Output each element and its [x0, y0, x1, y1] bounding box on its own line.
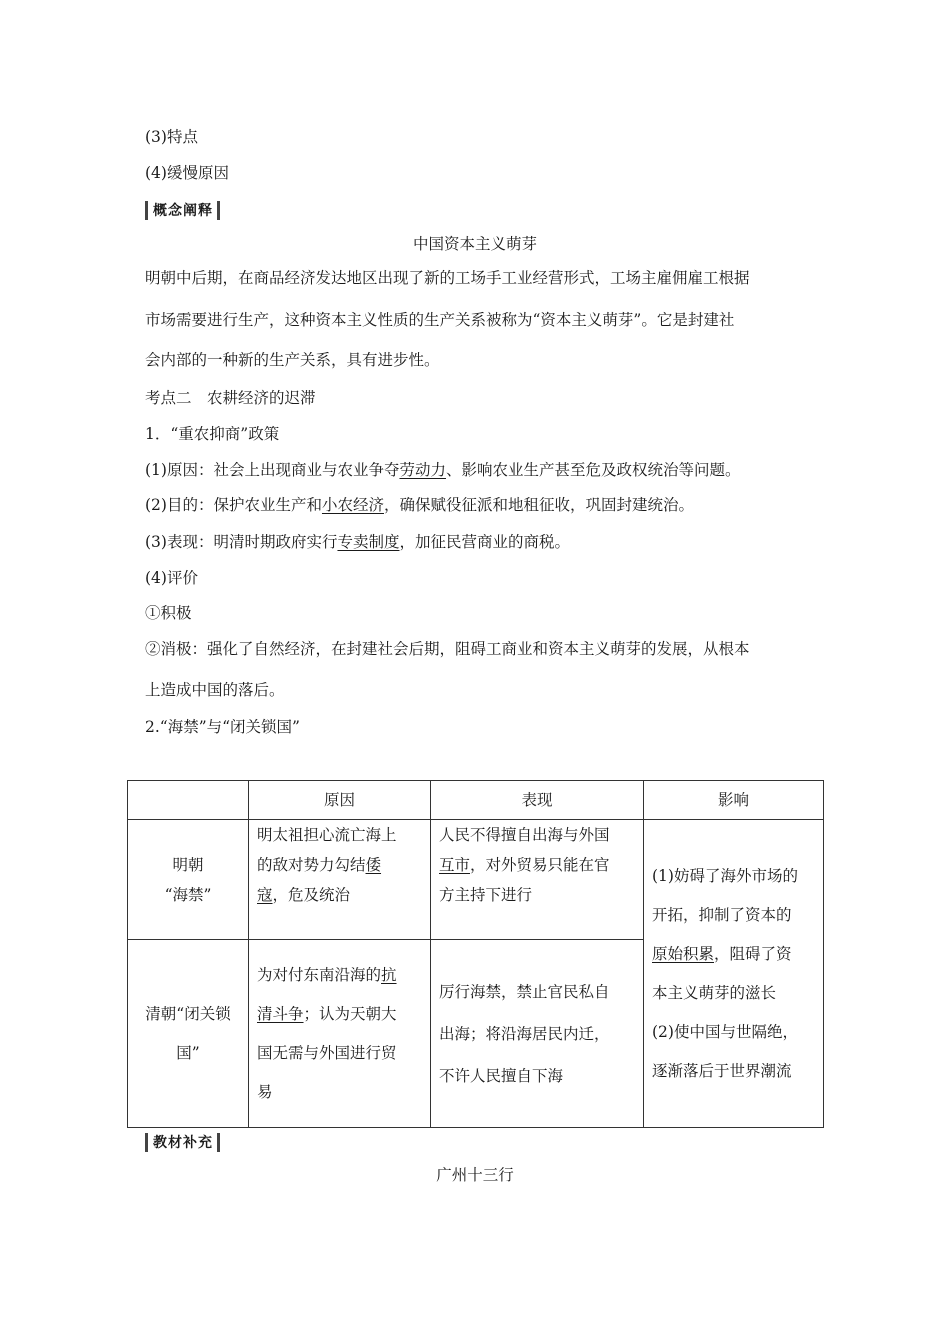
text: (1)原因：社会上出现商业与农业争夺: [145, 461, 400, 479]
cell-line: [257, 956, 422, 995]
text: ，危及统治: [272, 886, 351, 904]
cell-line: 明太祖担心流亡海上: [257, 826, 397, 844]
qing-reason-cell: [249, 940, 431, 1128]
concept-title: 中国资本主义萌芽: [412, 235, 537, 253]
text: 为对付东南沿海的: [257, 965, 382, 984]
cell-line: [257, 850, 422, 880]
cell-line: 人民不得擅自出海与外国: [439, 826, 610, 844]
cell-line: 逐渐落后于世界潮流: [652, 1061, 792, 1080]
concept-tag-label: 概念阐释: [153, 203, 213, 219]
underlined-keyword: 原始积累: [652, 944, 715, 963]
cell-line: 明朝: [172, 855, 204, 874]
text: ，对外贸易只能在官: [470, 856, 610, 874]
text: (3)表现：明清时期政府实行: [145, 533, 338, 551]
text: (2)目的：保护农业生产和: [145, 496, 322, 514]
item-features: (3)特点: [145, 128, 198, 146]
cell-line: 易: [257, 1082, 273, 1101]
cell-line: 方主持下进行: [439, 886, 533, 904]
table-header-row: [128, 781, 824, 820]
cell-line: [257, 995, 422, 1034]
tag-bar-left: [145, 1133, 148, 1152]
supplement-title: 广州十三行: [436, 1166, 514, 1184]
policy-purpose: [145, 495, 694, 515]
underlined-keyword: 小农经济: [321, 496, 384, 514]
underlined-keyword: 劳动力: [399, 461, 446, 479]
underlined-keyword: 抗: [381, 965, 397, 984]
concept-paragraph-line: 明朝中后期，在商品经济发达地区出现了新的工场手工业经营形式，工场主雇佣雇工根据: [145, 269, 750, 287]
cell-line: 出海；将沿海居民内迁，: [439, 1024, 610, 1043]
table-header-cell: 原因: [249, 781, 431, 820]
policy-reason: [145, 460, 741, 480]
table-header-cell: 表现: [431, 781, 644, 820]
concept-paragraph-line: 市场需要进行生产，这种资本主义性质的生产关系被称为“资本主义萌芽”。它是封建社: [145, 311, 735, 329]
row-header-ming: [128, 820, 249, 940]
underlined-keyword: 互市: [439, 856, 471, 874]
row-header-qing: [128, 940, 249, 1128]
cell-line: [652, 935, 815, 974]
evaluation-positive: ①积极: [145, 604, 192, 622]
subsection-heading-2: 2.“海禁”与“闭关锁国”: [145, 718, 300, 736]
section-heading-kd2: 考点二 农耕经济的迟滞: [145, 389, 316, 407]
policy-evaluation: (4)评价: [145, 569, 198, 587]
cell-line: 本主义萌芽的滋长: [652, 983, 777, 1002]
cell-line: 国”: [176, 1043, 200, 1062]
underlined-keyword: 专卖制度: [337, 533, 400, 551]
cell-line: 开拓，抑制了资本的: [652, 905, 792, 924]
cell-line: 不许人民擅自下海: [439, 1066, 564, 1085]
table-header-cell: 影响: [644, 781, 824, 820]
item-slow-reasons: (4)缓慢原因: [145, 164, 229, 182]
tag-bar-right: [217, 201, 220, 220]
text: ，确保赋役征派和地租征收，巩固封建统治。: [383, 496, 694, 514]
comparison-table: [127, 780, 824, 1128]
ming-manifestation-cell: [431, 820, 644, 940]
text: ，加征民营商业的商税。: [399, 533, 570, 551]
cell-line: (2)使中国与世隔绝，: [652, 1022, 798, 1041]
cell-line: [439, 850, 635, 880]
concept-paragraph-line: 会内部的一种新的生产关系，具有进步性。: [145, 351, 440, 369]
table-header-cell: [128, 781, 249, 820]
cell-line: 厉行海禁，禁止官民私自: [439, 982, 610, 1001]
cell-line: (1)妨碍了海外市场的: [652, 866, 798, 885]
tag-bar-left: [145, 201, 148, 220]
evaluation-negative-line: 上造成中国的落后。: [145, 681, 285, 699]
text: ；认为天朝大: [303, 1004, 397, 1023]
text: 的敌对势力勾结: [257, 856, 366, 874]
tag-bar-right: [217, 1133, 220, 1152]
supplement-tag-label: 教材补充: [153, 1135, 213, 1151]
cell-line: “海禁”: [164, 885, 212, 904]
cell-line: 清朝“闭关锁: [145, 1004, 231, 1023]
policy-manifestation: [145, 532, 570, 552]
evaluation-negative-line: ②消极：强化了自然经济，在封建社会后期，阻碍工商业和资本主义萌芽的发展，从根本: [145, 640, 750, 658]
text: 、影响农业生产甚至危及政权统治等问题。: [445, 461, 741, 479]
qing-manifestation-cell: [431, 940, 644, 1128]
supplement-tag: [145, 1132, 220, 1152]
underlined-keyword: 倭: [365, 856, 382, 874]
underlined-keyword: 清斗争: [257, 1004, 304, 1023]
effect-cell: [644, 820, 824, 1128]
concept-tag: [145, 200, 220, 220]
text: ，阻碍了资: [714, 944, 792, 963]
table-row: [128, 820, 824, 940]
subsection-heading-1: 1．“重农抑商”政策: [145, 425, 280, 443]
underlined-keyword: 寇: [257, 886, 273, 904]
cell-line: 国无需与外国进行贸: [257, 1043, 397, 1062]
cell-line: [257, 880, 422, 910]
ming-reason-cell: [249, 820, 431, 940]
